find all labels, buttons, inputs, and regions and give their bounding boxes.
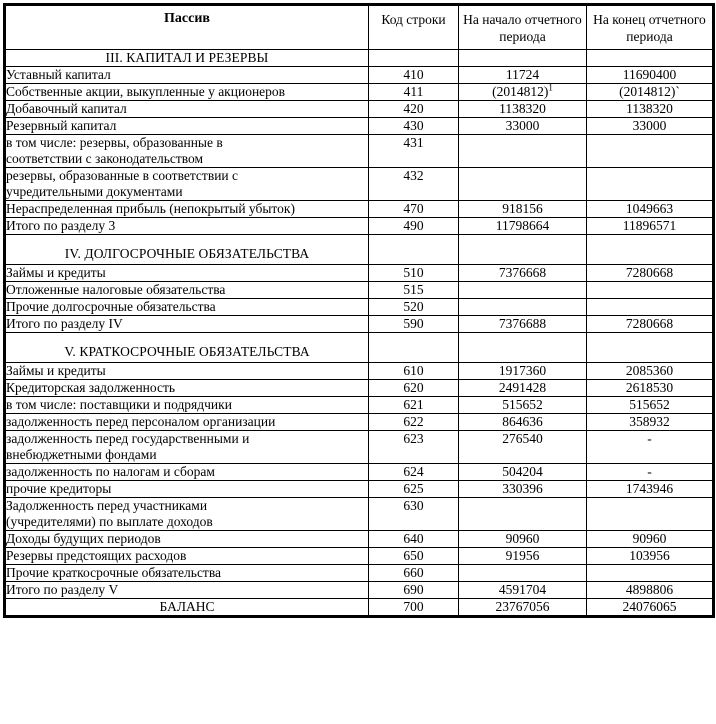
table-body [5, 50, 714, 617]
row-code: 411 [369, 84, 459, 101]
value-end-period [587, 135, 714, 168]
row-code: 623 [369, 431, 459, 464]
value-begin-period: 504204 [459, 464, 587, 481]
value-text: (2014812) [492, 84, 549, 99]
row-label-line: учредительными документами [6, 184, 183, 199]
row-code [369, 235, 459, 265]
table-row [5, 431, 714, 464]
table-row [5, 135, 714, 168]
row-code [369, 333, 459, 363]
row-label [5, 431, 369, 464]
row-label: задолженность по налогам и сборам [5, 464, 369, 481]
table-row [5, 118, 714, 135]
table-row [5, 265, 714, 282]
row-code: 515 [369, 282, 459, 299]
table-row [5, 168, 714, 201]
value-end-period: 90960 [587, 531, 714, 548]
table-row [5, 333, 714, 363]
value-end-period [587, 299, 714, 316]
table-row [5, 201, 714, 218]
row-label: Прочие краткосрочные обязательства [5, 565, 369, 582]
table-row [5, 582, 714, 599]
value-end-period: (2014812)` [587, 84, 714, 101]
value-begin-period: 2491428 [459, 380, 587, 397]
row-code: 620 [369, 380, 459, 397]
table-row [5, 363, 714, 380]
value-end-period: - [587, 431, 714, 464]
value-end-period: 4898806 [587, 582, 714, 599]
table-row [5, 498, 714, 531]
row-code: 660 [369, 565, 459, 582]
table-row [5, 84, 714, 101]
table-row [5, 218, 714, 235]
value-begin-period: 864636 [459, 414, 587, 431]
row-label: Нераспределенная прибыль (непокрытый убыток) [5, 201, 369, 218]
row-label-line: в том числе: резервы, образованные в [6, 135, 223, 150]
value-begin-period: 918156 [459, 201, 587, 218]
value-begin-period: 11724 [459, 67, 587, 84]
row-code: 431 [369, 135, 459, 168]
row-code: 430 [369, 118, 459, 135]
row-code: 690 [369, 582, 459, 599]
value-begin-period: 1138320 [459, 101, 587, 118]
value-begin-period: 515652 [459, 397, 587, 414]
value-end-period: 1743946 [587, 481, 714, 498]
row-code: 420 [369, 101, 459, 118]
value-end-period: 1049663 [587, 201, 714, 218]
value-begin-period: 7376688 [459, 316, 587, 333]
value-begin-period [459, 565, 587, 582]
row-code: 621 [369, 397, 459, 414]
total-row-label: БАЛАНС [5, 599, 369, 617]
value-end-period: 103956 [587, 548, 714, 565]
row-label [5, 168, 369, 201]
value-begin-period: 7376668 [459, 265, 587, 282]
table-row [5, 299, 714, 316]
row-label [5, 498, 369, 531]
row-code: 432 [369, 168, 459, 201]
value-end-period [587, 498, 714, 531]
table-row [5, 380, 714, 397]
row-code: 510 [369, 265, 459, 282]
value-end-period [587, 168, 714, 201]
value-begin-period [459, 235, 587, 265]
table-row [5, 397, 714, 414]
row-label: Итого по разделу IV [5, 316, 369, 333]
value-begin-period [459, 282, 587, 299]
table-header [5, 5, 714, 50]
row-label: Резервы предстоящих расходов [5, 548, 369, 565]
table-row [5, 282, 714, 299]
value-end-period: - [587, 464, 714, 481]
value-begin-period: 11798664 [459, 218, 587, 235]
value-end-period: 7280668 [587, 265, 714, 282]
row-code: 640 [369, 531, 459, 548]
table-row [5, 481, 714, 498]
row-code [369, 50, 459, 67]
row-label-line: внебюджетными фондами [6, 447, 157, 462]
value-begin-period [459, 84, 587, 101]
value-end-period: 2085360 [587, 363, 714, 380]
section-header-label: III. КАПИТАЛ И РЕЗЕРВЫ [5, 50, 369, 67]
row-code: 410 [369, 67, 459, 84]
row-code: 630 [369, 498, 459, 531]
value-begin-period [459, 299, 587, 316]
value-end-period: 2618530 [587, 380, 714, 397]
value-begin-period: 1917360 [459, 363, 587, 380]
value-begin-period [459, 135, 587, 168]
value-end-period [587, 565, 714, 582]
header-row [5, 5, 714, 50]
value-begin-period: 276540 [459, 431, 587, 464]
column-header-begin-period: На начало отчетного периода [459, 5, 587, 50]
value-end-period: 11690400 [587, 67, 714, 84]
value-begin-period: 23767056 [459, 599, 587, 617]
section-header-label: IV. ДОЛГОСРОЧНЫЕ ОБЯЗАТЕЛЬСТВА [5, 235, 369, 265]
value-end-period: 358932 [587, 414, 714, 431]
row-code: 650 [369, 548, 459, 565]
liabilities-balance-table [3, 3, 715, 618]
value-begin-period: 4591704 [459, 582, 587, 599]
row-label: Доходы будущих периодов [5, 531, 369, 548]
column-header-name: Пассив [5, 5, 369, 50]
value-begin-period: 90960 [459, 531, 587, 548]
column-header-code: Код строки [369, 5, 459, 50]
table-row [5, 67, 714, 84]
table-row [5, 464, 714, 481]
section-header-label: V. КРАТКОСРОЧНЫЕ ОБЯЗАТЕЛЬСТВА [5, 333, 369, 363]
value-end-period [587, 50, 714, 67]
table-row [5, 101, 714, 118]
table-row [5, 548, 714, 565]
value-end-period [587, 282, 714, 299]
value-end-period [587, 235, 714, 265]
row-label: прочие кредиторы [5, 481, 369, 498]
value-begin-period [459, 50, 587, 67]
value-end-period: 515652 [587, 397, 714, 414]
row-label: Уставный капитал [5, 67, 369, 84]
table-row [5, 531, 714, 548]
row-label: Кредиторская задолженность [5, 380, 369, 397]
row-code: 700 [369, 599, 459, 617]
value-begin-period [459, 333, 587, 363]
row-code: 470 [369, 201, 459, 218]
row-label-line: соответствии с законодательством [6, 151, 204, 166]
row-label [5, 135, 369, 168]
value-begin-period [459, 168, 587, 201]
value-begin-period: 33000 [459, 118, 587, 135]
value-end-period: 24076065 [587, 599, 714, 617]
row-label: Займы и кредиты [5, 363, 369, 380]
value-end-period [587, 333, 714, 363]
value-begin-period: 91956 [459, 548, 587, 565]
row-label: Собственные акции, выкупленные у акционеров [5, 84, 369, 101]
row-label-line: задолженность перед государственными и [6, 431, 250, 446]
row-label: Прочие долгосрочные обязательства [5, 299, 369, 316]
table-row [5, 316, 714, 333]
value-end-period: 1138320 [587, 101, 714, 118]
row-code: 590 [369, 316, 459, 333]
row-label-line: (учредителями) по выплате доходов [6, 514, 213, 529]
row-label: задолженность перед персоналом организации [5, 414, 369, 431]
row-code: 520 [369, 299, 459, 316]
row-code: 624 [369, 464, 459, 481]
value-end-period: 33000 [587, 118, 714, 135]
row-label-line: резервы, образованные в соответствии с [6, 168, 239, 183]
row-code: 490 [369, 218, 459, 235]
value-begin-period [459, 498, 587, 531]
row-label: Резервный капитал [5, 118, 369, 135]
value-begin-period: 330396 [459, 481, 587, 498]
row-label: Добавочный капитал [5, 101, 369, 118]
row-code: 610 [369, 363, 459, 380]
value-end-period: 7280668 [587, 316, 714, 333]
row-label: Отложенные налоговые обязательства [5, 282, 369, 299]
table-row [5, 50, 714, 67]
row-code: 625 [369, 481, 459, 498]
table-row [5, 235, 714, 265]
column-header-end-period: На конец отчетного периода [587, 5, 714, 50]
row-label: Займы и кредиты [5, 265, 369, 282]
value-end-period: 11896571 [587, 218, 714, 235]
table-row [5, 414, 714, 431]
row-label: в том числе: поставщики и подрядчики [5, 397, 369, 414]
row-code: 622 [369, 414, 459, 431]
row-label: Итого по разделу 3 [5, 218, 369, 235]
table-row [5, 599, 714, 617]
row-label: Итого по разделу V [5, 582, 369, 599]
table-row [5, 565, 714, 582]
footnote-marker: 1 [548, 82, 553, 93]
row-label-line: Задолженность перед участниками [6, 498, 208, 513]
